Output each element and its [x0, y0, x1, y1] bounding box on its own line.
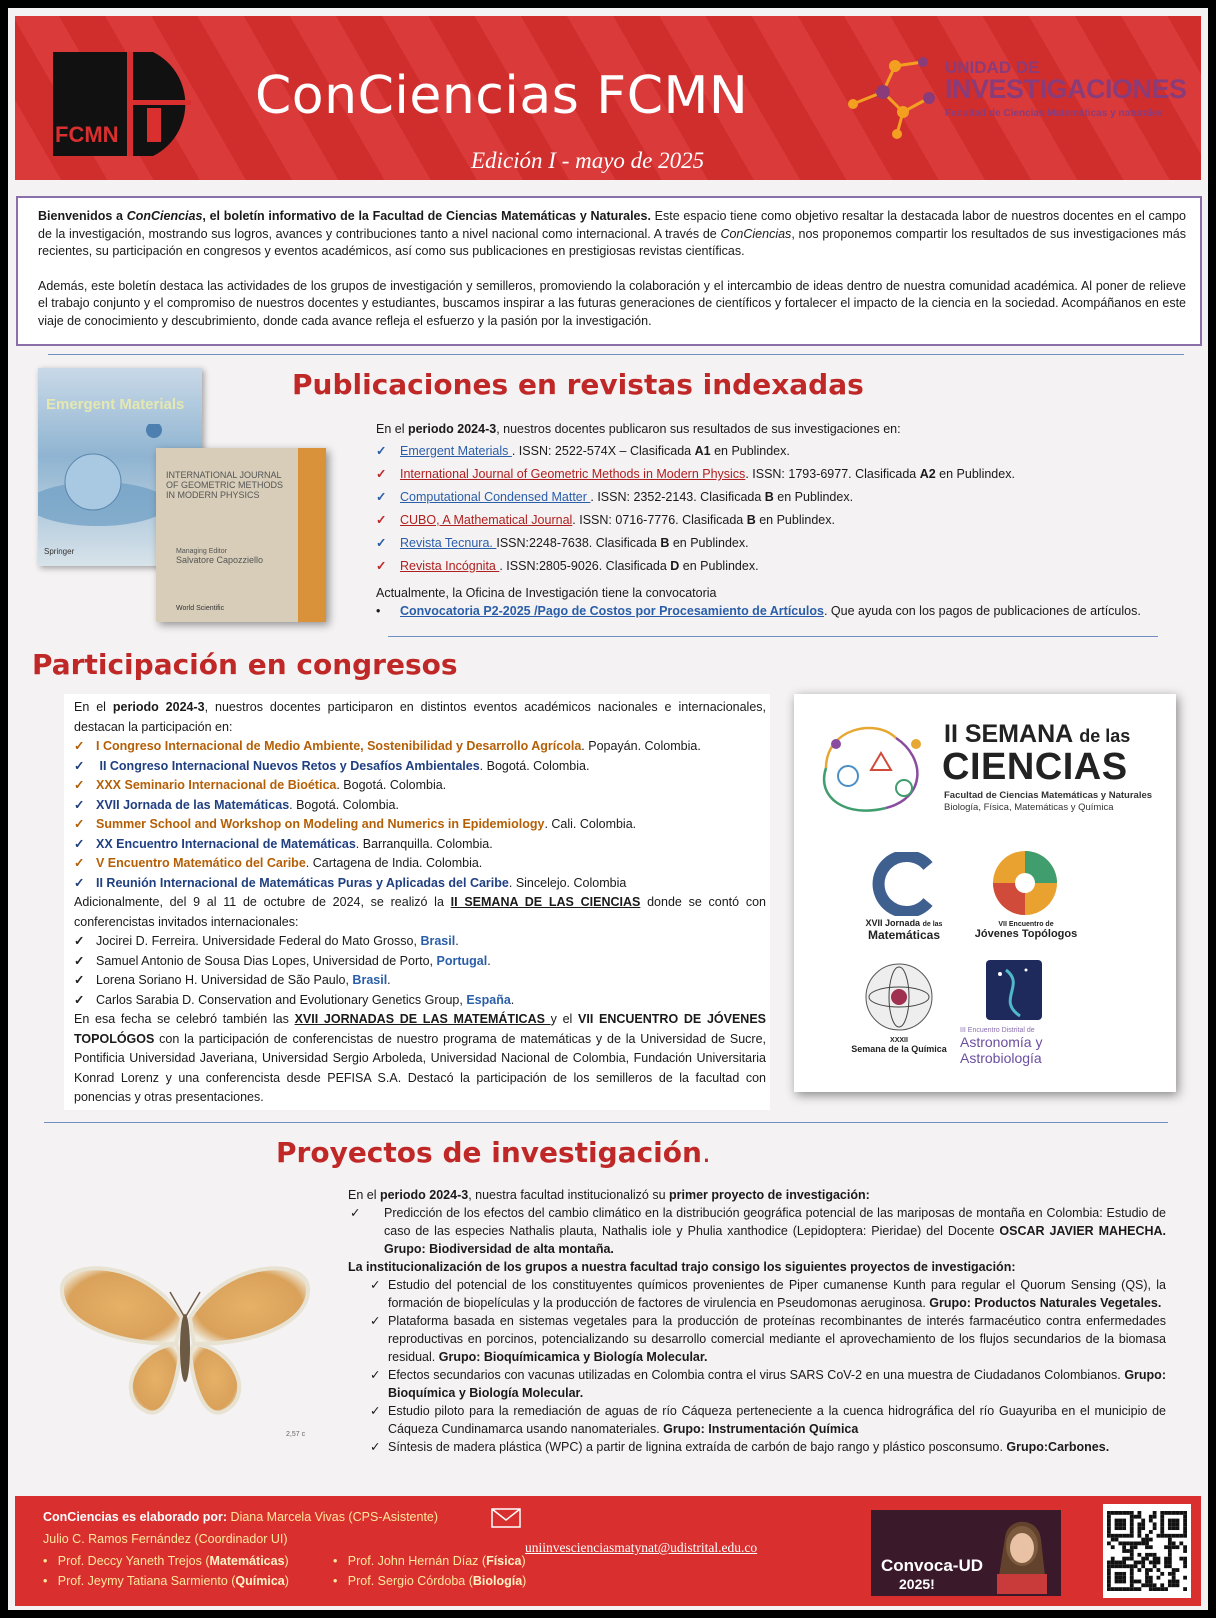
congresses-closing: En esa fecha se celebró también las XVII JORNADAS DE LAS MATEMÁTICAS y el VII ENCUENTRO DE JÓVENES TOPOLÓGOS con la participación de conferencistas de nuestro programa de matemáticas y de la Universidad de Sucre, Pontificia Universidad Javeriana, Universidad Sergio Arboleda, Universidad Nacional de Colombia, Fundación Universitaria Konrad Lorenz y una conferencista desde PEFISA S.A. Destacó la participación de los semilleros de la facultad con ponencias y otras presentaciones. — [74, 1012, 766, 1104]
divider — [48, 354, 1184, 355]
intro-paragraph-2: Además, este boletín destaca las actividades de los grupos de investigación y semilleros, promoviendo la colaboración y el intercambio de ideas dentro de nuestra comunidad académica. Al poner de relieve el trabajo conjunto y el compromiso de nuestros docentes y estudiantes, buscamos inspirar a las futuras generaciones de científicos y fortalecer el impacto de la ciencia en la sociedad. Acompáñanos en este viaje de conocimiento y descubrimiento, donde cada avance refleja el esfuerzo y la pasión por la investigación. — [38, 278, 1186, 328]
speaker-item: ✓ Samuel Antonio de Sousa Dias Lopes, Universidad de Porto, Portugal. — [74, 952, 766, 972]
speaker-item: ✓ Jocirei D. Ferreira. Universidade Federal do Mato Grosso, Brasil. — [74, 932, 766, 952]
call-item: • Convocatoria P2-2025 /Pago de Costos por Procesamiento de Artículos. Que ayuda con los pagos de publicaciones de artículos. — [376, 604, 1141, 618]
journal-link[interactable]: Revista Incógnita — [400, 559, 500, 573]
convoca-ud-banner[interactable] — [871, 1510, 1061, 1596]
journal-link[interactable]: CUBO, A Mathematical Journal — [400, 513, 573, 527]
intro-box — [16, 196, 1202, 346]
congresses-text — [74, 698, 766, 1108]
qr-code-icon[interactable] — [1103, 1504, 1191, 1598]
fcmn-logo-text: FCMN — [55, 122, 119, 147]
checkmark-icon: ✓ — [376, 559, 387, 573]
call-intro: Actualmente, la Oficina de Investigación tiene la convocatoria — [376, 586, 717, 600]
footer-banner — [15, 1496, 1201, 1606]
intro-paragraph-1: Bienvenidos a ConCiencias, el boletín informativo de la Facultad de Ciencias Matemáticas y Naturales. Este espacio tiene como objetivo resaltar la destacada labor de nuestros docentes en el campo de la investigación, mostrando sus logros, avances y contribuciones tanto a nivel nacional como internacional. A través de ConCiencias, nos proponemos compartir los resultados de sus investigaciones más recientes, su participación en congresos y eventos académicos, así como sus publicaciones en prestigiosas revistas científicas. — [38, 209, 1186, 258]
checkmark-icon: ✓ — [74, 778, 85, 792]
book2-author: Managing Editor Salvatore Capozziello — [176, 548, 264, 565]
project-item: ✓ Plataforma basada en sistemas vegetales para la producción de proteínas recombinantes de interés farmacéutico contra enfermedades reproductivas en porcinos, potencializando su desarrollo comercial mediante el aprovechamiento de los flujos secundarios de la biomasa residual. Grupo: Bioquímicamica y Biología Molecular. — [348, 1312, 1166, 1366]
project-item: ✓ Estudio piloto para la remediación de aguas de río Cáqueza perteneciente a la cuenca hidrográfica del río Guayuriba en el municipio de Cáqueza Cundinamarca usando nanomateriales. Grupo: Instrumentación Química — [348, 1402, 1166, 1438]
checkmark-icon: ✓ — [74, 739, 85, 753]
congresses-intro: En el periodo 2024-3, nuestros docentes participaron en distintos eventos académicos nacionales e internacionales, destacan la participación en: — [74, 700, 766, 734]
person-photo — [987, 1516, 1057, 1594]
journal-link[interactable]: International Journal of Geometric Methods in Modern Physics — [400, 467, 746, 481]
journal-link[interactable]: Revista Tecnura. — [400, 536, 497, 550]
speaker-item: ✓ Carlos Sarabia D. Conservation and Evolutionary Genetics Group, España. — [74, 991, 766, 1011]
congress-item: ✓ II Congreso Internacional Nuevos Retos y Desafíos Ambientales. Bogotá. Colombia. — [74, 757, 766, 777]
logo-semana-quimica: XXXII Semana de la Química — [851, 1037, 947, 1054]
project-item: ✓ Efectos secundarios con vacunas utilizadas en Colombia contra el virus SARS CoV-2 en una muestra de Ciudadanos Colombianos. Grupo: Bioquímica y Biología Molecular. — [348, 1366, 1166, 1402]
poster-title-semana: II SEMANA de las — [944, 720, 1131, 748]
header-banner — [15, 16, 1201, 180]
divider — [388, 636, 1158, 637]
newsletter-page — [8, 8, 1208, 1610]
groups-intro: La institucionalización de los grupos a nuestra facultad trajo consigo los siguientes proyectos de investigación: — [348, 1260, 1016, 1274]
divider — [44, 1122, 1168, 1123]
checkmark-icon: ✓ — [74, 973, 85, 987]
congresses-title: Participación en congresos — [32, 648, 458, 681]
edition-date: Edición I - mayo de 2025 — [471, 148, 705, 173]
journal-item: ✓ CUBO, A Mathematical Journal. ISSN: 0716-7776. Clasificada B en Publindex. — [376, 513, 835, 527]
mail-icon[interactable] — [491, 1508, 521, 1528]
congress-item: ✓ V Encuentro Matemático del Caribe. Cartagena de India. Colombia. — [74, 854, 766, 874]
book1-title: Emergent Materials — [46, 396, 185, 413]
logo-jovenes-topologos: VII Encuentro de Jóvenes Topólogos — [974, 921, 1078, 940]
astronomy-logo-icon — [986, 960, 1046, 1024]
journal-item: ✓ Emergent Materials . ISSN: 2522-574X – Clasificada A1 en Publindex. — [376, 444, 790, 458]
book1-publisher: Springer — [44, 547, 75, 556]
journal-item: ✓ Computational Condensed Matter . ISSN: 2352-2143. Clasificada B en Publindex. — [376, 490, 854, 504]
congress-item: ✓ XX Encuentro Internacional de Matemáticas. Barranquilla. Colombia. — [74, 835, 766, 855]
topology-logo-icon — [990, 848, 1060, 918]
math-event-logo-icon — [870, 852, 934, 916]
convoca-year: 2025! — [899, 1576, 935, 1592]
scale-label: 2,57 c — [286, 1431, 306, 1438]
congress-item: ✓ I Congreso Internacional de Medio Ambiente, Sostenibilidad y Desarrollo Agrícola. Popayán. Colombia. — [74, 737, 766, 757]
checkmark-icon: ✓ — [74, 875, 85, 890]
credits: ConCiencias es elaborado por: Diana Marcela Vivas (CPS-Asistente) — [43, 1510, 439, 1524]
prof-item: • Prof. Sergio Córdoba (Biología) — [333, 1574, 527, 1588]
semana-intro: Adicionalmente, del 9 al 11 de octubre de 2024, se realizó la II SEMANA DE LAS CIENCIAS donde se contó con conferencistas invitados internacionales: — [74, 895, 766, 929]
checkmark-icon: ✓ — [74, 797, 85, 812]
checkmark-icon: ✓ — [74, 836, 85, 851]
unit-name-line2: INVESTIGACIONES — [945, 74, 1187, 104]
project-item: ✓ Síntesis de madera plástica (WPC) a partir de lignina extraída de carbón de bajo rango y plástico posconsumo. Grupo:Carbones. — [348, 1438, 1166, 1456]
checkmark-icon: ✓ — [370, 1404, 381, 1418]
logo-jornada-matematicas: XVII Jornada de las Matemáticas — [865, 918, 943, 942]
checkmark-icon: ✓ — [376, 513, 387, 527]
checkmark-icon: ✓ — [370, 1368, 381, 1382]
semana-ciencias-poster — [794, 694, 1176, 1092]
unit-name-line1: UNIDAD DE — [945, 58, 1040, 77]
congress-item: ✓ Summer School and Workshop on Modeling and Numerics in Epidemiology. Cali. Colombia. — [74, 815, 766, 835]
projects-text — [348, 1186, 1166, 1456]
checkmark-icon: ✓ — [74, 856, 85, 870]
prof-item: • Prof. Deccy Yaneth Trejos (Matemáticas) — [43, 1554, 289, 1568]
poster-title-ciencias: CIENCIAS — [942, 746, 1128, 788]
chemistry-logo-icon — [862, 960, 936, 1034]
convoca-title: Convoca-UD — [881, 1556, 984, 1575]
projects-list — [348, 1276, 1166, 1456]
first-project-item: ✓ Predicción de los efectos del cambio climático en la distribución geográfica potencial de las mariposas de montaña en Colombia: Estudio de caso de las especies Nathalis plauta, Nathalis iole y Phulia xanthodice (Lepidoptera: Pieridae) del Docente OSCAR JAVIER MAHECHA. Grupo: Biodiversidad de alta montaña. — [350, 1206, 1166, 1256]
journal-item: ✓ Revista Tecnura. ISSN:2248-7638. Clasificada B en Publindex. — [376, 536, 749, 550]
checkmark-icon: ✓ — [376, 467, 387, 481]
science-icons — [806, 708, 946, 818]
checkmark-icon: ✓ — [74, 953, 85, 968]
newsletter-title: ConCiencias FCMN — [255, 66, 749, 126]
congress-item: ✓ XVII Jornada de las Matemáticas. Bogotá. Colombia. — [74, 796, 766, 816]
call-link[interactable]: Convocatoria P2-2025 /Pago de Costos por Procesamiento de Artículos — [400, 604, 824, 618]
congress-list — [74, 737, 766, 893]
poster-disciplines: Biología, Física, Matemáticas y Química — [944, 802, 1114, 813]
project-item: ✓ Estudio del potencial de los constituyentes químicos provenientes de Piper cumanense Kunth para regular el Quorum Sensing (QS), la formación de biopelículas y la producción de factores de virulencia en Pseudomonas aeruginosa. Grupo: Productos Naturales Vegetales. — [348, 1276, 1166, 1312]
speaker-item: ✓ Lorena Soriano H. Universidad de São Paulo, Brasil. — [74, 971, 766, 991]
journal-list — [376, 442, 1015, 580]
speaker-list — [74, 932, 766, 1010]
fcmn-logo — [43, 44, 191, 156]
checkmark-icon: ✓ — [74, 758, 85, 773]
book2-publisher: World Scientific — [176, 605, 225, 612]
journal-link[interactable]: Computational Condensed Matter — [400, 490, 591, 504]
congress-item: ✓ XXX Seminario Internacional de Bioética. Bogotá. Colombia. — [74, 776, 766, 796]
publications-title: Publicaciones en revistas indexadas — [292, 368, 864, 401]
poster-faculty: Facultad de Ciencias Matemáticas y Naturales — [944, 790, 1153, 801]
checkmark-icon: ✓ — [74, 934, 85, 948]
checkmark-icon: ✓ — [376, 490, 387, 504]
publications-intro: En el periodo 2024-3, nuestros docentes publicaron sus resultados de sus investigaciones en: — [376, 422, 901, 436]
book2-title: INTERNATIONAL JOURNAL OF GEOMETRIC METHODS IN MODERN PHYSICS — [166, 470, 283, 500]
congress-item: ✓ II Reunión Internacional de Matemáticas Puras y Aplicadas del Caribe. Sincelejo. Colombia — [74, 874, 766, 894]
logo-astronomia: III Encuentro Distrital de Astronomía y Astrobiología — [960, 1027, 1043, 1066]
checkmark-icon: ✓ — [370, 1278, 381, 1292]
journal-link[interactable]: Emergent Materials — [400, 444, 512, 458]
coordinator: Julio C. Ramos Fernández (Coordinador UI) — [43, 1532, 288, 1546]
prof-item: • Prof. Jeymy Tatiana Sarmiento (Química) — [43, 1574, 289, 1588]
checkmark-icon: ✓ — [74, 817, 85, 831]
journal-item: ✓ Revista Incógnita . ISSN:2805-9026. Clasificada D en Publindex. — [376, 559, 759, 573]
ijgmmp-cover — [156, 448, 326, 622]
projects-intro: En el periodo 2024-3, nuestra facultad institucionalizó su primer proyecto de investigación: — [348, 1188, 870, 1202]
checkmark-icon: ✓ — [376, 444, 387, 458]
butterfly-image — [44, 1248, 324, 1448]
checkmark-icon: ✓ — [370, 1314, 381, 1328]
checkmark-icon: ✓ — [350, 1206, 361, 1220]
checkmark-icon: ✓ — [376, 536, 387, 550]
journal-item: ✓ International Journal of Geometric Methods in Modern Physics. ISSN: 1793-6977. Clasificada A2 en Publindex. — [376, 467, 1015, 481]
checkmark-icon: ✓ — [370, 1440, 381, 1454]
checkmark-icon: ✓ — [74, 992, 85, 1007]
prof-item: • Prof. John Hernán Díaz (Física) — [333, 1554, 526, 1568]
book2-spine — [298, 448, 326, 622]
projects-title: Proyectos de investigación. — [276, 1136, 711, 1169]
unit-name-line3: Facultad de Ciencias Matemáticas y naturales — [945, 108, 1163, 119]
email-link[interactable]: uniinvescienciasmatynat@udistrital.edu.co — [525, 1540, 758, 1555]
